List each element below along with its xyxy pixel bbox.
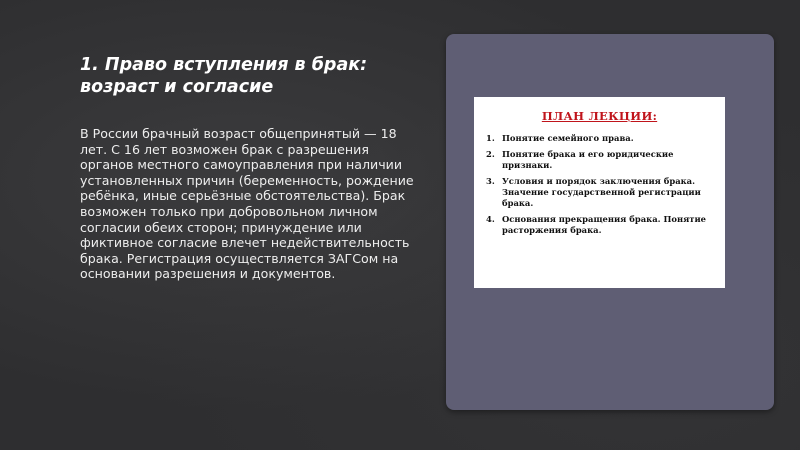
list-item [486,176,713,209]
list-item-text: Основания прекращения брака. Понятие расторжения брака. [502,214,706,235]
lecture-plan-heading: ПЛАН ЛЕКЦИИ: [541,109,658,123]
list-item-number: 3. [486,176,495,186]
list-item-text: Понятие брака и его юридические признаки. [502,149,674,170]
lecture-plan-list [486,133,713,236]
slide-title-line-1: 1. Право вступления в брак: [80,55,368,75]
list-item [486,214,713,236]
list-item-number: 4. [486,214,495,224]
list-item-text: Понятие семейного права. [502,133,634,143]
slide-title [80,54,410,98]
slide-title-line-2: возраст и согласие [80,77,274,97]
list-item-number: 2. [486,149,495,159]
list-item [486,133,713,144]
lecture-plan-document [474,97,725,288]
list-item [486,149,713,171]
list-item-text: Условия и порядок заключения брака. Значение государственной регистрации брака. [502,176,701,208]
slide-body-text: В России брачный возраст общепринятый — 18 лет. С 16 лет возможен брак с разрешения органов местного самоуправления при наличии установленных причин (беременность, рождение ребёнка, иные серьёзные обстоятельства). Брак возможен только при добровольном личном согласии обеих сторон; принуждение или фиктивное согласие влечет недействительность брака. Регистрация осуществляется ЗАГСом на основании разрешения и документов. [80,126,414,282]
list-item-number: 1. [486,133,495,143]
